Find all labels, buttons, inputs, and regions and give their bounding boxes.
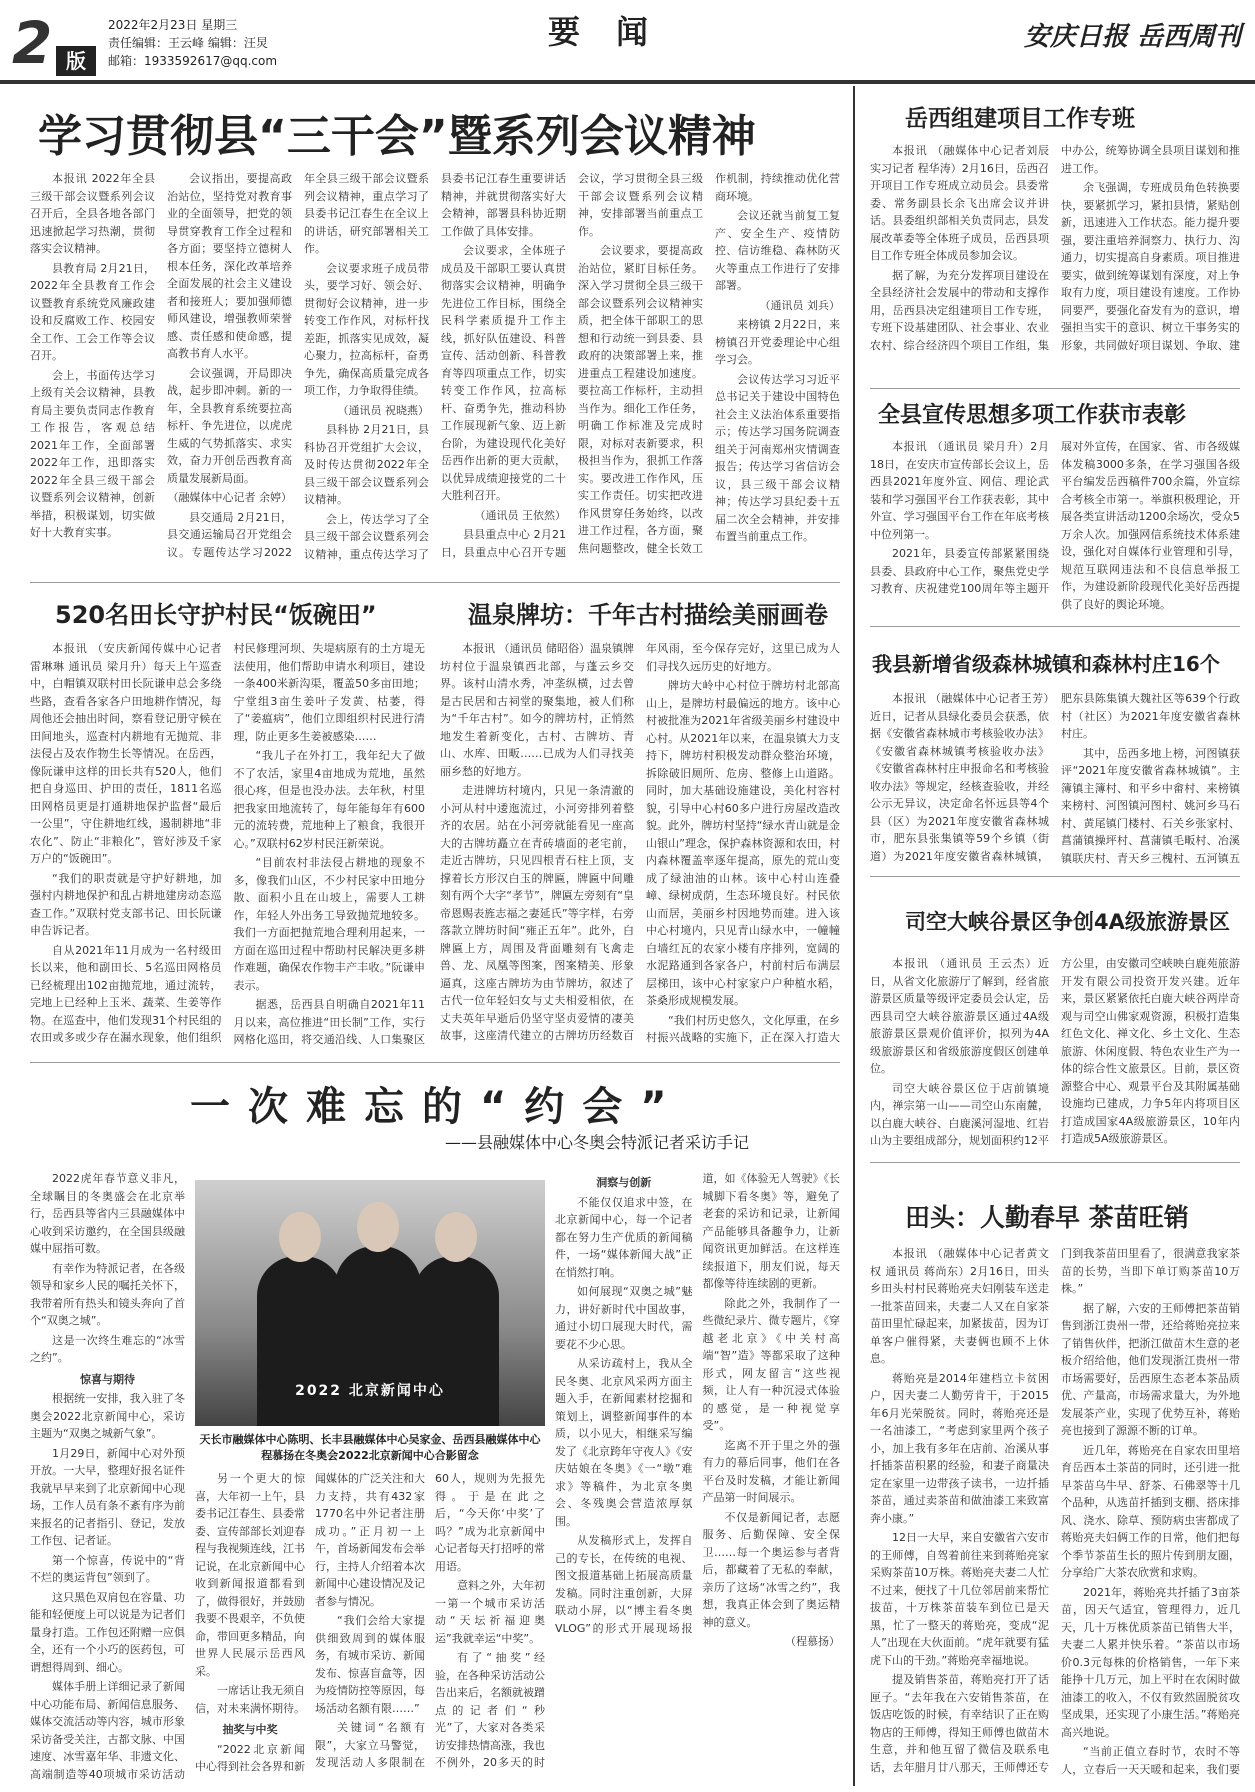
right-rail-divider bbox=[853, 86, 855, 1786]
paragraph: 这只黑色双肩包在容量、功能和轻便度上可以说是为记者们量身打造。工作包还附赠一应俱全，还有一个小巧的医药包，可谓想得周到、细心。 bbox=[30, 1590, 185, 1674]
article-sanqian bbox=[30, 170, 840, 570]
paragraph: 近几年，蒋贻亮在自家农田里培育岳西本土茶苗的同时，还引进一批早茶苗乌牛早、舒茶、石佛翠等十几个品种，从选苗扦插到支棚、搭床排风、浇水、除草、预防病虫害都成了蒋贻亮夫妇俩工作的日常，他们把每个季节茶苗生长的照片传到朋友圈，分享给广大茶农欣赏和求购。 bbox=[1061, 1443, 1240, 1579]
paragraph: 不能仅仅追求中签，在北京新闻中心，每一个记者都在努力生产优质的新闻稿件，一场“媒体新闻大战”正在悄然打响。 bbox=[555, 1195, 693, 1279]
paragraph: 县科协 2月21日，县科协召开党组扩大会议，及时传达贯彻2022年全县三级干部会议暨系列会议精神。 bbox=[304, 423, 429, 506]
paragraph: 会上，书面传达学习上级有关会议精神，县教育局主要负责同志作教育工作报告，客观总结2021年工作，全面部署2022年工作，迅即落实2022年全县三级干部会议暨系列会议精神，创新举措，积极谋划，切实做好十大教育实事。 bbox=[30, 368, 155, 539]
paragraph: 2021年，蒋贻亮共扦插了3亩茶苗，因天气适宜，管理得力，近几天，几十万株优质茶苗已销售大半，夫妻二人累并快乐着。“茶苗以市场价0.3元每株的价格销售，一年下来能挣十几万元，加上平时在农闲时做油漆工的收入，不仅有致然固脱贫攻坚成果，还实现了小康生活。”蒋贻亮高兴地说。 bbox=[1061, 1585, 1240, 1739]
paragraph: 据了解，六安的王师傅把茶苗销售到浙江贵州一带，还给蒋贻亮拉来了销售伙伴，把浙江做苗木生意的老板介绍给他，他们发现浙江贵州一带市场需要好，岳西原生态老本茶品质优、产量高，市场需求量大，为外地发展茶产业，实现了优势互补，蒋贻亮也接到了源源不断的订单。 bbox=[1061, 1301, 1240, 1437]
article-sikong bbox=[870, 955, 1240, 1155]
article-fantian bbox=[30, 640, 425, 1050]
photo-caption: 天长市融媒体中心陈明、长丰县融媒体中心吴家金、岳西县融媒体中心程慕扬在冬奥会2022北京新闻中心合影留念 bbox=[199, 1433, 541, 1462]
paragraph: 会议传达学习习近平总书记关于建设中国特色社会主义法治体系重要指示；传达学习国务院调查组关于河南郑州灾情调查报告；传达学习省信访会议，县三级干部会议精神；传达学习县纪委十五届二次全会精神，并安排布置当前重点工作。 bbox=[715, 372, 840, 543]
credit: （通讯员 祝晓燕） bbox=[337, 403, 429, 417]
divider bbox=[870, 1162, 1240, 1163]
paragraph: 本报讯 （通讯员 王云杰）近日，从省文化旅游厅了解到，经省旅游景区质量等级评定委员会认定，岳西县司空大峡谷旅游景区通过4A级旅游景区景观价值评价，拟列为4A级旅游景区和省级旅游度假区创建单位。 bbox=[870, 957, 1049, 1075]
sub-heading: 惊喜与期待 bbox=[80, 1372, 135, 1386]
sub-heading: 洞察与创新 bbox=[596, 1176, 652, 1189]
paragraph: “我们村历史悠久，文化厚重，在乡村振兴战略的实施下，正在深入打造大 bbox=[646, 1013, 840, 1044]
paragraph: 迄离不开于里之外的强有力的幕后同事，他们在各平台及时发稿，才能让新闻产品第一时间展示。 bbox=[702, 1438, 840, 1504]
masthead-rule bbox=[0, 80, 1255, 84]
paragraph: 会议强调，开局即决战，起步即冲刺。新的一年，全县教育系统要拉高标杆、争先进位，以虎虎生威的气势抓落实、求实效，奋力开创岳西教育高质量发展新局面。 bbox=[167, 366, 292, 485]
paragraph: 媒体手册上详细记录了新闻中心功能布局、新闻信息服务、媒体交流活动等内容，城市形象采访备受关注，古都文脉、中国速度、冰雪嘉年华、非遗文化、高端制造等40项城市采访活动 bbox=[30, 1680, 185, 1781]
headline-fantian: 520名田长守护村民“饭碗田” bbox=[55, 601, 377, 629]
paragraph: 会议还就当前复工复产、安全生产、疫情防控、信访维稳、森林防灭火等重点工作进行了安排部署。 bbox=[715, 209, 840, 292]
paragraph: 这是一次终生难忘的“冰雪之约”。 bbox=[30, 1333, 185, 1364]
paragraph: 一席话让我无须自信，对未来满怀期待。 bbox=[195, 1684, 305, 1715]
subtitle-yuehui: ——县融媒体中心冬奥会特派记者采访手记 bbox=[445, 1133, 750, 1152]
paragraph: 本报讯 （融媒体中心记者黄文权 通讯员 蒋尚东）2月16日，田头乡田头村村民蒋贻亮夫妇刚装车送走一批茶苗回来，夫妻二人又在自家茶苗田里忙碌起来，加紧拔苗，因为订单客户催得紧，夫妻俩也顾不上休息。 bbox=[870, 1247, 1049, 1365]
section-title: 要闻 bbox=[548, 13, 685, 51]
sub-heading: 抽奖与中奖 bbox=[222, 1723, 278, 1736]
article-yuehui-mid bbox=[195, 1470, 545, 1785]
paragraph: “我们会给大家提供细致周到的媒体服务，有城市采访、新闻发布、惊喜盲盒等，因为疫情防控等原因，每场活动名额有限……” bbox=[315, 1614, 425, 1715]
paragraph: 县县重点中心 2月21日，县重点中心召开专题会议，学习贯彻全县三级干部会议暨系列会议精神，安排部署当前重点工作。 bbox=[441, 172, 703, 559]
photo-reporters bbox=[195, 1180, 545, 1426]
issue-date: 2022年2月23日 星期三 bbox=[108, 18, 238, 32]
paragraph: 县交通局 2月21日，县交通运输局召开党组会议。专题传达学习2022年全县三级干部会议暨系列会议精神，重点学习了县委书记江春生在全议上的讲话，研究部署相关工作。 bbox=[167, 172, 429, 559]
paragraph: “当前正值立春时节，农时不等人，立春后一天天暖和起来，我们要 bbox=[1061, 1745, 1240, 1776]
article-tiantou bbox=[870, 1245, 1240, 1785]
paragraph: 从发稿形式上，发挥自己的专长，在传统的电视、图文报道基础上拓展高质量发稿。同时注重创新，大屏联动小屏，以“博主看冬奥VLOG”的形式开展现场报道，如《体验无人驾驶》《长城脚下看冬奥》等，避免了老套的采访和记录，让新闻产品能够具备趣争力，让新闻资讯更加鲜活。在这样连续报道下，朋友们说，每天都像等待连续剧的更新。 bbox=[555, 1172, 840, 1635]
person bbox=[257, 1256, 343, 1426]
page-unit: 版 bbox=[56, 46, 96, 76]
paragraph: 1月29日，新闻中心对外预开放。一大早，整理好报名证件我就早早来到了北京新闻中心现场，工作人员有条不紊有序为前来报名的记者指引、登记，发放工作包、记者证。 bbox=[30, 1446, 185, 1547]
paragraph: 牌坊大岭中心村位于牌坊村北部高山上，是牌坊村最偏远的地方。该中心村被批准为2021年省级美丽乡村建设中心村。从2021年以来，在温泉镇大力支持下，牌坊村积极发动群众整治环境，拆除破旧厕所、危房、整修上山道路。同时，加大基础设施建设，美化村容村貌，引导中心村60多户进行房屋改造改貌。此外，牌坊村坚持“绿水青山就是金山银山”理念，保护森林资源和农田，村内森林覆盖率逐年提高，原先的荒山变成了绿油油的山林。该中心村山连叠嶂、绿树成荫，生态环境良好。村民依山而居，美丽乡村因地势而建。进入该中心村境内，只见青山绿水中，一幢幢白墙红瓦的农家小楼有序排列，宽阔的水泥路通到各家各户，村前村后布满层层梯田，该中心村家家户户种植水稻，茶桑形成规模发展。 bbox=[646, 679, 840, 1007]
credit: （通讯员 王依然） bbox=[474, 508, 566, 522]
person bbox=[413, 1256, 499, 1426]
paragraph: 本报讯 （安庆新闻传媒中心记者 雷琳琳 通讯员 梁月升）每天上午巡查中，白帽镇双联村田长阮谦申总会多绕些路，查看各家各户田地耕作情况，每周他还会抽出时间，察看登记册守候在田间地头，巡查村内耕地有无抛荒、非法侵占及农作物生长等情况。在岳西，像阮谦申这样的田长共有520人，他们把自身巡田、护田的责任，1811名巡田网格员更是打通耕地保护监督“最后一公里”，守住耕地红线，遏制耕地“非农化”、防止“非粮化”，管好涉及千家万户的“饭碗田”。 bbox=[30, 642, 222, 865]
paragraph: 走进牌坊村境内，只见一条清澈的小河从村中逶迤流过，小河旁排列着整齐的农居。站在小河旁就能看见一座高大的古牌坊矗立在青砖墙面的老宅前，走近古牌坊，只见四根青石柱上顶，支撑着长方形汉白玉的牌匾，牌匾中间雕刻有两个大字“孝节”，牌匾左旁刻有“皇帝恩赐表旌志福之妻延氏”等字样，右旁落款立牌坊时间“雍正五年”。此外，白牌匾上方，周围及背面雕刻有飞禽走兽、龙、凤凰等图案，图案精美、形象逼真，这座古牌坊为由节牌坊，叙述了古代一位年轻妇女与丈夫相爱相依，在丈夫英年早逝后仍坚守坚贞爱情的凄美故事，这座清代建立的古牌坊历经数百年风雨，至今保存完好，这里已成为人们寻找久远历史的好地方。 bbox=[440, 642, 840, 1042]
paragraph: 2022虎年春节意义非凡，全球瞩目的冬奥盛会在北京举行，岳西县等省内三县融媒体中心收到采访邀约，在全国县级融媒中屈指可数。 bbox=[30, 1172, 185, 1255]
headline-propaganda: 全县宣传思想多项工作获市表彰 bbox=[878, 403, 1187, 428]
credit: （通讯员 刘兵） bbox=[759, 298, 840, 312]
divider bbox=[30, 582, 840, 583]
article-yuehui-right bbox=[555, 1170, 840, 1785]
headline-sikong: 司空大峡谷景区争创4A级旅游景区 bbox=[905, 910, 1230, 934]
paragraph: 县教育局 2月21日，2022年全县教育工作会议暨教育系统党风廉政建设和反腐败工作、校园安全工作、工会工作等会议召开。 bbox=[30, 261, 155, 362]
paragraph: 司空大峡谷景区位于店前镇境内，禅宗第一山——司空山东南麓，以白鹿大峡谷、白鹿溪河湿地、红岩山为主要组成部分，规划面积约12平方公里，由安徽司空峡映白鹿苑旅游开发有限公司投资开发兴建。近年来，景区紧紧依托白鹿大峡谷两岸奇观与司空山佛家观资源，积极打造集红色文化、禅文化、乡土文化、生态旅游、休闲度假、特色农业生产为一体的综合性文旅景区。目前，景区资源整合中心、观景平台及其附属基础设施均已建成，力争5年内将项目区打造成国家4A级旅游景区，10年内打造成5A级旅游景区。 bbox=[870, 957, 1240, 1147]
paragraph: 会议要求，要提高政治站位，紧盯目标任务。深入学习贯彻全县三级干部会议暨系列会议精神实质，把全体干部职工的思想和行动统一到县委、县政府的决策部署上来，推进重点工程建设加速度。要拉高工作标杆，主动担当作为。细化工作任务，明确工作标准及完成时限，对标对表新要求，积极担当作为，狠抓工作落实。要改进工作作风，压实工作责任。切实把改进作风贯穿任务始终，以改进工作过程，各方面，聚焦问题整改，健全长效工作机制，持续推动优化营商环境。 bbox=[578, 172, 840, 555]
issue-email: 邮箱：1933592617@qq.com bbox=[108, 54, 278, 68]
paragraph: “目前农村非法侵占耕地的现象不多，像我们山区，不少村民家中田地分散、面积小且在山坡上，需要人工耕作，年轻人外出务工导致抛荒地较多。我们一方面把抛荒地合理利用起来，一方面在巡田过程中帮助村民解决更多耕作难题，确保农作物丰产丰收。”阮谦申表示。 bbox=[233, 856, 425, 992]
paragraph: 其中，岳西多地上榜，河图镇获评“2021年度安徽省森林城镇”。主簿镇主簿村、和平乡中畲村、来榜镇来榜村、河图镇河图村、姚河乡马石村、黄尾镇门楼村、石关乡张家村、菖蒲镇操坪村、菖蒲镇毛畈村、冶溪镇联庆村、青天乡三槐村、五河镇五 bbox=[1061, 746, 1240, 865]
article-forest bbox=[870, 690, 1240, 870]
paragraph: 会议要求班子成员带头，要学习好、领会好、贯彻好会议精神，进一步转变工作作风，对标杆找差距，抓落实见成效，凝心聚力，拉高标杆，奋勇争先，确保高质量完成各项工作，力争取得佳绩。 bbox=[304, 261, 429, 397]
headline-tiantou: 田头：人勤春早 茶苗旺销 bbox=[905, 1203, 1189, 1232]
paragraph: 有了“抽奖”经验，在各种采访活动公告出来后，名额就被蹭点的记者们“秒光”了，大家对各类采访安排热情高涨，我也不例外，20多天的时 bbox=[435, 1651, 545, 1769]
article-yuexi-project bbox=[870, 142, 1240, 382]
paragraph: 本报讯 2022年全县三级干部会议暨系列会议召开后，全县各地各部门迅速掀起学习热潮，贯彻落实会议精神。 bbox=[30, 172, 155, 255]
headline-sanqian: 学习贯彻县“三干会”暨系列会议精神 bbox=[38, 111, 756, 162]
divider bbox=[30, 1062, 840, 1063]
paragraph: 关键词“名额有限”，大家立马警觉，发现活动人多限制在60人，规则为先报先得。于是在此之后，“今天你‘中奖’了吗？”成为北京新闻中心记者每天打招呼的常用语。 bbox=[315, 1472, 545, 1769]
headline-forest: 我县新增省级森林城镇和森林村庄16个 bbox=[872, 652, 1220, 676]
issue-editor: 责任编辑：王云峰 编辑：汪炅 bbox=[108, 36, 268, 50]
paragraph: 从采访疏村上，我从全民冬奥、北京风采两方面主题入手，在新闻素材挖掘和策划上，调整新闻事件的本质，以小见大，相继采写编发了《北京跨年守夜人》《安庆姑娘在冬奥》《一“墩”难求》等稿件，为北京冬奥会、冬残奥会营造浓厚氛围。 bbox=[555, 1357, 693, 1528]
paragraph: “2022北京新闻中心得到社会各界和新闻媒体的广泛关注和大力支持，共有432家1770名中外记者注册成功。”正月初一上午，首场新闻发布会举行，主持人介绍着本次新闻中心建设情况及记者参与情况。 bbox=[195, 1472, 425, 1773]
paragraph: 意料之外，大年初一第一个城市采访活动“天坛祈福迎奥运”我就幸运“中奖”。 bbox=[435, 1579, 545, 1645]
paragraph: 来榜镇 2月22日，来榜镇召开党委理论中心组学习会。 bbox=[715, 318, 840, 366]
headline-yuehui: 一次难忘的“约会” bbox=[190, 1084, 685, 1130]
divider bbox=[870, 876, 1240, 877]
paragraph: 会议指出，要提高政治站位，坚持党对教育事业的全面领导，把党的领导贯穿教育工作全过程和各方面；要坚持立德树人根本任务，深化改革培养全面发展的社会主义建设者和接班人；要加强师德师风建设，增强教师荣誉感、责任感和使命感，提高教书育人水平。 bbox=[167, 172, 292, 360]
paragraph: 另一个更大的惊喜，大年初一上午，县委书记江春生、县委常委、宣传部部长刘迎春程与我视频连线，江书记说，在北京新闻中心收到新闻报道都看到了，做得很好，并鼓励我要不畏艰辛，不负使命，带回更多精品，向世界人民展示岳西风采。 bbox=[195, 1472, 305, 1678]
paragraph: 本报讯 （通讯员 储昭俗）温泉镇牌坊村位于温泉镇西北部，与蓬云乡交界。该村山清水秀，冲垄纵横，过去曾是古民居和古祠堂的聚集地，被人们称为“千年古村”。如今的牌坊村，正悄然地发生着新变化，古村、古牌坊、青山、水库、田畈……已成为人们寻找美丽乡愁的好地方。 bbox=[440, 642, 634, 778]
paragraph: 据悉，岳西县自明确自2021年11月以来，高位推进“田长制”工作，实行网格化巡田，将交通沿线、人口集聚区 bbox=[233, 998, 425, 1046]
paragraph: 第一个惊喜，传说中的“背不烂的奥运背包”领到了。 bbox=[30, 1553, 185, 1584]
photo-banner: 2022 北京新闻中心 bbox=[295, 1383, 445, 1399]
paragraph: “我们的职责就是守护好耕地，加强村内耕地保护和乱占耕地建房动态巡查工作。”双联村党支部书记、田长阮谦申告诉记者。 bbox=[30, 871, 222, 937]
paragraph: 自从2021年11月成为一名村级田长以来，他和副田长、5名巡田网格员已经梳理出102亩抛荒地，通过流转，完地上已经种上玉米、蔬菜、生姜等作物。在巡查中，他们发现31个村民组的农田或多或少存在漏水现象，他们组织村民修理河坝、失堤病原有的土方堤无法使用，他们帮助申请水利项目，建设一条400米新沟渠，覆盖50多亩田地；宁堂组3亩生姜叶子发黄、枯萎，得了“姜瘟病”，他们立即组织村民进行清理，防止更多生姜被感染…… bbox=[30, 642, 425, 1044]
paragraph: 除此之外，我制作了一些微纪录片、微专题片，《穿越老北京》《中关村高端“智”造》等都采取了这种形式，网友留言“这些视频，让人有一种沉浸式体验的感觉，是一种视觉享受”。 bbox=[702, 1296, 840, 1432]
paragraph: 蒋贻亮是2014年建档立卡贫困户，因夫妻二人勤劳肯干，于2015年6月光荣脱贫。同时，蒋贻亮还是一名油漆工，“考虑到家里两个孩子小，加上我有多年在店前、冶溪从事扦插茶苗积累的经验，和妻子商量决定在家里一边带孩子读书，一边扦插茶苗，通过卖茶苗和做油漆工来致富奔小康。” bbox=[870, 1371, 1049, 1525]
headline-wenquan: 温泉牌坊：千年古村描绘美丽画卷 bbox=[468, 601, 828, 629]
article-wenquan bbox=[440, 640, 840, 1050]
credit: （程慕扬） bbox=[785, 1635, 840, 1648]
paragraph: 本报讯 （融媒体中心记者王芳）近日，记者从县绿化委员会获悉，依据《安徽省森林城市考核验收办法》《安徽省森林城镇考核验收办法》《安徽省森林村庄申报命名和考核验收办法》等规定，经核查验收，并经公示无异议，决定命名怀远县等4个县（区）为2021年度安徽省森林城市，肥东县张集镇等59个乡镇（街道）为2021年度安徽省森林城镇，肥东县陈集镇大魏社区等639个行政村（社区）为2021年度安徽省森林村庄。 bbox=[870, 692, 1240, 863]
paragraph: 2021年，县委宣传部紧紧围绕县委、县政府中心工作，聚焦党史学习教育、庆祝建党100周年等主题开展对外宣传，在国家、省、市各级媒体发稿3000多条，在学习强国各级平台编发岳西稿件700余篇，外宣综合考核全市第一。举旗积极理论，开展各类宣讲活动1200余场次，受众5万余人次。加强网信系统技术体系建设，强化对自媒体行业管理和引导，规范互联网违法和不良信息举报工作，为建设新阶段现代化美好岳西提供了良好的舆论环境。 bbox=[870, 440, 1240, 611]
paragraph: 不仅是新闻记者，志愿服务、后勤保障、安全保卫……每一个奥运参与者背后，都藏着了无私的奉献，亲历了这场“冰雪之约”，我想，我真正体会到了奥运精神的意义。 bbox=[702, 1510, 840, 1629]
paragraph: 本报讯 （融媒体中心记者刘辰 实习记者 程华涛）2月16日，岳西召开项目工作专班成立动员会。县委常委、常务副县长余飞出席会议并讲话。县委组织部相关负责同志，县发展改革委等全体班子成员，岳西县项目工作专班全体成员参加会议。 bbox=[870, 144, 1049, 262]
paragraph: 如何展现“双奥之城”魅力，讲好新时代中国故事，通过小切口展现大时代，需要花不少心思。 bbox=[555, 1285, 693, 1351]
paragraph: 会上，传达学习了全县三级干部会议暨系列会议精神，重点传达学习了县委书记江春生重要讲话精神，并就贯彻落实好大会精神，部署县科协近期工作做了具体安排。 bbox=[304, 172, 566, 561]
credit: （融媒体中心记者 余婷） bbox=[167, 491, 292, 504]
person bbox=[335, 1246, 421, 1426]
article-yuehui-left bbox=[30, 1170, 185, 1785]
divider bbox=[870, 388, 1240, 389]
page-number: 2 bbox=[12, 9, 53, 77]
paragraph: 会议要求，全体班子成员及干部职工要认真贯彻落实会议精神，明确争先进位工作目标，围绕全民科学素质提升工作主线，抓好队伍建设、科普宣传、活动创新、科普教育等四项重点工作，切实转变工作作风，拉高标杆、奋勇争先，推动科协工作展现新气象、迈上新台阶，为建设现代化美好岳西作出新的更大贡献，以优异成绩迎接党的二十大胜利召开。 bbox=[441, 244, 566, 502]
paragraph: 根据统一安排，我入驻了冬奥会2022北京新闻中心，采访主题为“双奥之城新气象”。 bbox=[30, 1392, 185, 1440]
paragraph: 有幸作为特派记者，在各级领导和家乡人民的嘱托关怀下，我带着所有热头和镜头奔向了首个“双奥之城”。 bbox=[30, 1261, 185, 1327]
paper-name: 安庆日报 岳西周刊 bbox=[1023, 22, 1241, 52]
paragraph: “我儿子在外打工，我年纪大了做不了农活，家里4亩地成为荒地，虽然很心疼，但是也没办法。去年秋，村里把我家田地流转了，每年能每年有600元的流转费，荒地种上了粮食，我很开心。”双联村62岁村民汪新荣说。 bbox=[233, 749, 425, 850]
paragraph: 提及销售茶苗，蒋贻亮打开了话匣子。“去年我在六安销售茶苗，在饭店吃饭的时候，有幸结识了正在购物店的王师傅，得知王师傅也做苗木生意，并和他互留了微信及联系电话，去年腊月廿八那天，王师傅还专门到我茶苗田里看了，很满意我家茶苗的长势，当即下单订购茶苗10万株。” bbox=[870, 1247, 1240, 1774]
paragraph: 本报讯 （通讯员 梁月升）2月18日，在安庆市宣传部长会议上，岳西县2021年度外宣、网信、理论武装和学习强国平台工作获表彰，其中外宣、学习强国平台工作在年底考核中位列第一。 bbox=[870, 440, 1049, 541]
headline-yuexi-project: 岳西组建项目工作专班 bbox=[905, 106, 1135, 132]
issue-meta bbox=[108, 16, 277, 70]
paragraph: 12日一大早，来自安徽省六安市的王师傅，自驾着前往来到蒋贻亮家采购茶苗10万株。蒋贻亮夫妻二人忙不过来，便找了十几位邻居前来帮忙拔苗，十万株茶苗装车到位已是天黑，忙了一整天的蒋贻亮，变成“泥人”出现在大伙面前。“虎年就要有猛虎下山的干劲。”蒋贻亮幸福地说。 bbox=[870, 1531, 1049, 1667]
masthead bbox=[0, 0, 1255, 78]
article-propaganda bbox=[870, 438, 1240, 618]
divider bbox=[870, 626, 1240, 627]
paragraph: 据了解，为充分发挥项目建设在全县经济社会发展中的带动和支撑作用，岳西县决定组建项目工作专班，专班下设基建团队、社会事业、农业农村、综合经济四个项目工作组，集中办公，统筹协调全县项目谋划和推进工作。 bbox=[870, 144, 1240, 352]
paragraph: 余飞强调，专班成员角色转换要快，要紧抓学习，紧扣县情，紧贴创新，迅速进入工作状态。能力提升要强，要注重培养洞察力、执行力、沟通力，切实提高自身素质。项目推进要实，做到统筹谋划有深度，对上争取有力度，项目建设有速度。工作协同要严，要强化奋发有为的意识，增强担当实干的意识、树立干事务实的形象，共同做好项目谋划、争取、建 bbox=[1061, 181, 1240, 352]
